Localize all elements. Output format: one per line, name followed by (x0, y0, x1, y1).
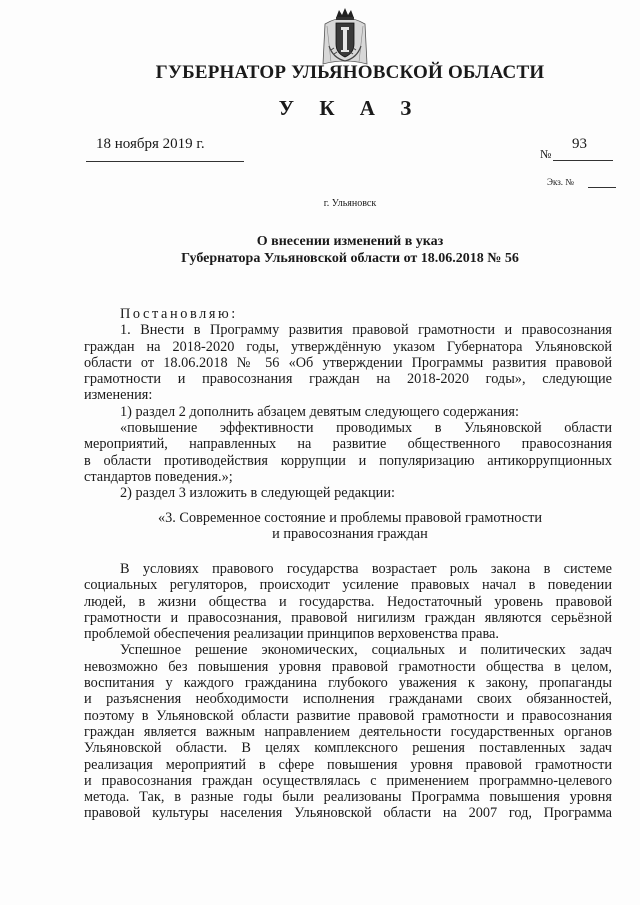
body-line: 2) раздел 3 изложить в следующей редакции: (120, 485, 395, 502)
body-line: «повышение эффективности проводимых в Ульяновской области (120, 420, 612, 437)
decree-title (0, 233, 640, 267)
body-line: граждан на 2018-2020 годы, утверждённую указом Губернатора Ульяновской (84, 338, 612, 355)
body-line: воспитания у каждого гражданина глубокого уважения к закону, пропаганды (84, 675, 612, 692)
body-line: граждан является важным направлением деятельности государственных органов (84, 723, 612, 740)
body-line: поэтому в Ульяновской области развитие правовой грамотности и правосознания (84, 707, 612, 724)
copy-number-label: Экз. № (547, 177, 574, 187)
body-line: 1) раздел 2 дополнить абзацем девятым следующего содержания: (120, 403, 519, 420)
decree-date: 18 ноября 2019 г. (96, 136, 205, 152)
governor-title: ГУБЕРНАТОР УЛЬЯНОВСКОЙ ОБЛАСТИ (155, 62, 545, 83)
section-body (84, 561, 612, 822)
body-line: и разъяснения необходимости исполнения гражданами своих обязанностей, (84, 691, 612, 708)
body-line: в области противодействия коррупции и популяризацию антикоррупционных (84, 452, 612, 469)
body-line: грамотности и правосознания граждан на 2018-2020 годы», следующие (84, 371, 612, 388)
body-line: мероприятий, направленных на развитие общественного правосознания (84, 436, 612, 453)
body-line: области от 18.06.2018 № 56 «Об утверждении Программы развития правовой (84, 354, 612, 371)
body-line: 1. Внести в Программу развития правовой грамотности и правосознания (120, 322, 612, 339)
decree-body (84, 306, 612, 502)
body-line: В условиях правового государства возрастает роль закона в системе (120, 561, 612, 577)
body-line: людей, в жизни общества и государства. Недостаточный уровень правовой (84, 593, 612, 610)
section-title-line: и правосознания граждан (272, 526, 428, 543)
body-line: Успешное решение экономических, социальных и политических задач (120, 642, 612, 659)
section-title (0, 510, 640, 543)
copy-number-underline (588, 187, 616, 188)
body-line: правовой культуры населения Ульяновской области на 2007 год, Программа (84, 805, 612, 822)
body-line: проблемой обеспечения реализации принципов верховенства права. (84, 626, 499, 643)
body-line: изменения: (84, 387, 153, 404)
decree-title-line: Губернатора Ульяновской области от 18.06.2018 № 56 (181, 251, 519, 266)
body-line: грамотности и правосознания, правовой нигилизм граждан являются серьёзной (84, 609, 612, 626)
body-line: Ульяновской области. В целях комплексного решения поставленных задач (84, 740, 612, 757)
decree-number: 93 (572, 136, 587, 152)
body-line: и правосознания граждан осуществлялась с применением программно-целевого (84, 772, 612, 789)
body-line: реализация мероприятий в сфере повышения уровня правовой грамотности (84, 756, 612, 773)
city: г. Ульяновск (323, 198, 377, 209)
decree-word: Постановляю: (120, 306, 238, 322)
body-line: стандартов поведения.»; (84, 468, 233, 485)
document-type: У К А З (278, 96, 422, 120)
body-line: невозможно без повышения уровня правовой грамотности общества в целом, (84, 658, 612, 675)
number-underline (553, 160, 613, 161)
ulyanovsk-coat-of-arms-icon (321, 6, 369, 66)
body-line: метода. Так, в разные годы были реализованы Программа повышения уровня (84, 789, 612, 806)
section-title-line: «3. Современное состояние и проблемы правовой грамотности (157, 510, 543, 526)
decree-title-line: О внесении изменений в указ (256, 234, 444, 249)
decree-number-label: № (540, 147, 552, 161)
body-line: социальных регуляторов, происходит усиление правовых начал в поведении (84, 577, 612, 594)
date-underline (86, 161, 244, 162)
